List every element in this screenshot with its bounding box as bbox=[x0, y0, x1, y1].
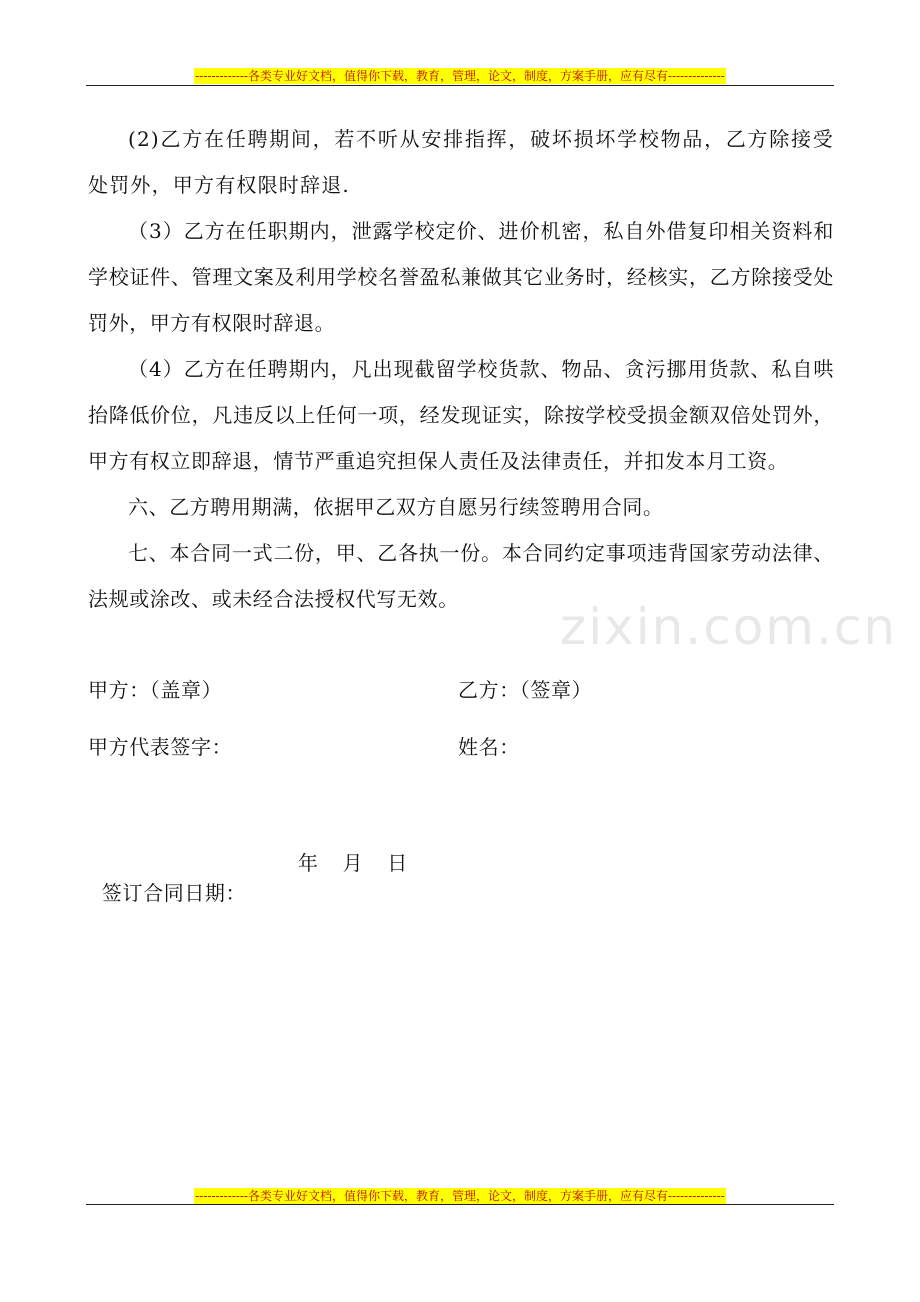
contract-date-row bbox=[88, 848, 408, 938]
header-rule bbox=[86, 85, 834, 86]
footer-banner bbox=[0, 1185, 920, 1205]
year-label: 年 bbox=[298, 851, 319, 875]
header-banner-text: -------------各类专业好文档，值得你下载，教育，管理，论文，制度，方案手册，应有尽有-------------- bbox=[195, 69, 725, 83]
article-7-paragraph: 七、本合同一式二份，甲、乙各执一份。本合同约定事项违背国家劳动法律、法规或涂改、或未经合法授权代写无效。 bbox=[88, 541, 834, 611]
footer-banner-text: -------------各类专业好文档，值得你下载，教育，管理，论文，制度，方案手册，应有尽有-------------- bbox=[195, 1189, 725, 1203]
month-label: 月 bbox=[342, 851, 364, 875]
date-fields bbox=[298, 848, 408, 878]
watermark: zixin.com.cn bbox=[560, 598, 898, 656]
day-label: 日 bbox=[387, 851, 408, 875]
contract-date-label: 签订合同日期： bbox=[101, 881, 247, 905]
clause-3-paragraph: （3）乙方在任职期内，泄露学校定价、进价机密，私自外借复印相关资料和学校证件、管理文案及利用学校名誉盈私兼做其它业务时，经核实，乙方除接受处罚外，甲方有权限时辞退。 bbox=[88, 219, 834, 335]
clause-4-paragraph: （4）乙方在任聘期内，凡出现截留学校货款、物品、贪污挪用货款、私自哄抬降低价位，凡违反以上任何一项，经发现证实，除按学校受损金额双倍处罚外，甲方有权立即辞退，情节严重追究担保人责任及法律责任，并扣发本月工资。 bbox=[88, 357, 834, 473]
header-banner bbox=[0, 65, 920, 85]
clause-2-paragraph: (2)乙方在任聘期间，若不听从安排指挥，破坏损坏学校物品，乙方除接受处罚外，甲方有权限时辞退. bbox=[88, 127, 834, 197]
party-b-sign-label: 乙方：（签章） bbox=[458, 678, 593, 702]
party-a-seal-label: 甲方：（盖章） bbox=[88, 678, 223, 702]
name-label: 姓名： bbox=[458, 735, 520, 759]
article-6-paragraph: 六、乙方聘用期满，依据甲乙双方自愿另行续签聘用合同。 bbox=[128, 495, 664, 519]
contract-body bbox=[88, 116, 834, 622]
party-a-rep-label: 甲方代表签字： bbox=[88, 735, 233, 759]
